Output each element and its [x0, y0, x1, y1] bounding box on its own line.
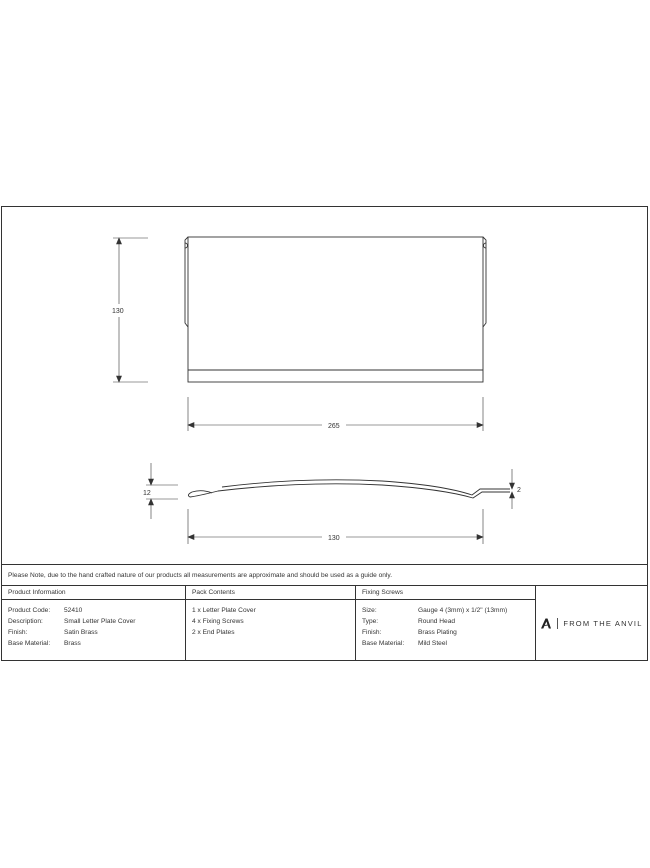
info-row: Finish: Satin Brass	[8, 629, 98, 636]
pack-contents-column	[186, 586, 356, 661]
product-info-column	[2, 586, 186, 661]
dim-height-side: 12	[143, 490, 151, 497]
product-info-heading: Product Information	[2, 586, 185, 600]
side-profile	[188, 480, 510, 498]
info-row: Base Material: Brass	[8, 640, 81, 647]
info-row: Description: Small Letter Plate Cover	[8, 618, 136, 625]
anvil-a-logo-icon	[540, 618, 552, 629]
info-row: Product Code: 52410	[8, 607, 83, 614]
info-row: Type: Round Head	[362, 618, 456, 625]
drawing-sheet	[1, 206, 648, 661]
info-row: Finish: Brass Plating	[362, 629, 457, 636]
info-table	[2, 586, 647, 661]
pack-item: 4 x Fixing Screws	[192, 618, 244, 625]
measurement-note: Please Note, due to the hand crafted nature of our products all measurements are approximate and should be used as a guide only.	[2, 564, 647, 586]
info-row: Base Material: Mild Steel	[362, 640, 447, 647]
front-view-plate	[188, 237, 483, 382]
dim-thickness-side: 2	[517, 487, 521, 494]
dim-height-front: 130	[112, 308, 124, 315]
technical-drawing	[2, 207, 649, 564]
right-end-plate	[483, 237, 486, 327]
fixing-screws-column	[356, 586, 536, 661]
brand-name: FROM THE ANVIL	[563, 619, 643, 628]
brand-divider	[557, 618, 558, 629]
pack-contents-heading: Pack Contents	[186, 586, 355, 600]
pack-item: 1 x Letter Plate Cover	[192, 607, 256, 614]
fixing-screws-heading: Fixing Screws	[356, 586, 535, 600]
info-row: Size: Gauge 4 (3mm) x 1/2" (13mm)	[362, 607, 508, 614]
dim-depth-side: 130	[328, 535, 340, 542]
dim-width-front: 265	[328, 423, 340, 430]
brand-logo	[536, 586, 647, 661]
pack-item: 2 x End Plates	[192, 629, 235, 636]
brand-column	[536, 586, 647, 661]
